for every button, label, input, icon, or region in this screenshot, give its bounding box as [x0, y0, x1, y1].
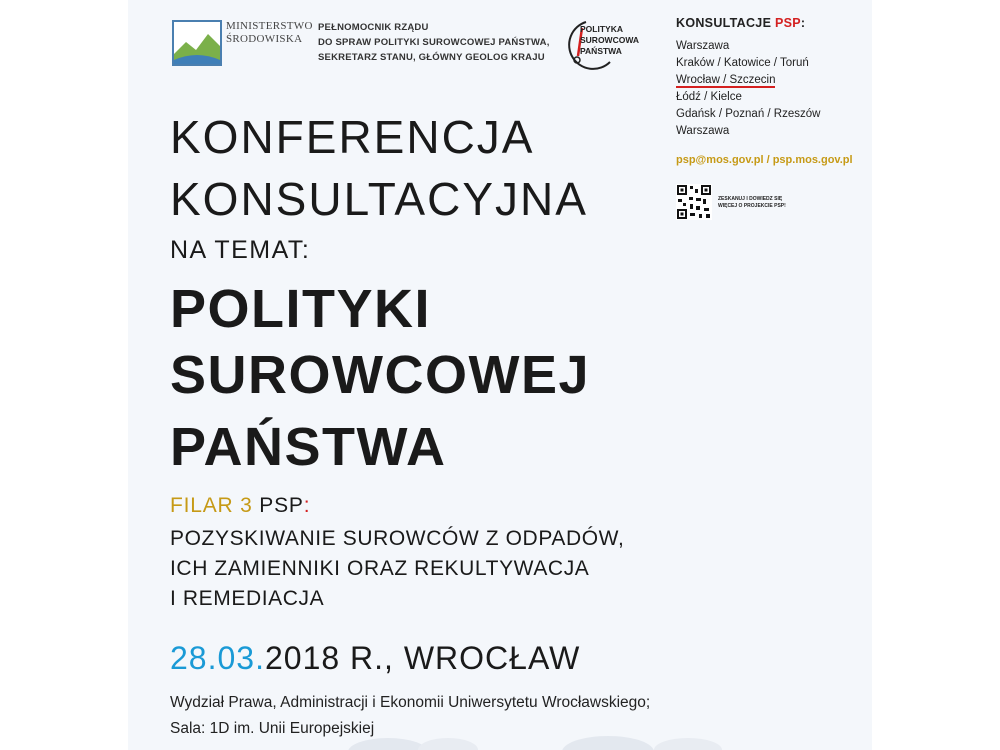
website-link[interactable]: psp.mos.gov.pl: [772, 154, 853, 166]
title-subheading: NA TEMAT:: [170, 236, 311, 264]
psp-logo-text: [580, 24, 639, 57]
pillar-number: FILAR 3: [170, 494, 253, 517]
city-line-current-text: Wrocław / Szczecin: [676, 74, 776, 86]
pillar-colon: :: [303, 494, 311, 517]
poster: [128, 0, 872, 750]
qr-caption: ZESKANUJ I DOWIEDZ SIĘ WIĘCEJ O PROJEKCIE PSP!: [718, 196, 786, 209]
room-line: Sala: 1D im. Unii Europejskiej: [170, 720, 375, 737]
event-date-rest: 2018 R., WROCŁAW: [264, 640, 581, 676]
consultation-cities: [676, 38, 820, 140]
plenipotentiary-line3: SEKRETARZ STANU, GŁÓWNY GEOLOG KRAJU: [318, 52, 545, 63]
ministry-logo-icon: [172, 20, 222, 66]
plenipotentiary-line1: PEŁNOMOCNIK RZĄDU: [318, 22, 429, 33]
pillar-line: ICH ZAMIENNIKI ORAZ REKULTYWACJA: [170, 557, 590, 580]
title-bold-line3: PAŃSTWA: [170, 417, 447, 477]
cloud-decoration-icon: [128, 700, 872, 750]
psp-logo-line1: POLITYKA: [580, 24, 623, 34]
qr-code-icon[interactable]: [676, 184, 712, 220]
ministry-name-line1: MINISTERSTWO: [226, 20, 313, 32]
consultations-title-end: :: [800, 16, 806, 30]
event-date: [170, 640, 580, 677]
psp-logo-line3: PAŃSTWA: [580, 46, 622, 56]
psp-logo-line2: SUROWCOWA: [580, 35, 640, 45]
pillar-description: [170, 524, 624, 614]
city-line: Łódź / Kielce: [676, 91, 742, 103]
plenipotentiary-text: [318, 20, 550, 65]
consultations-title: [676, 16, 805, 30]
contacts-separator: /: [763, 154, 773, 166]
email-link[interactable]: psp@mos.gov.pl: [676, 154, 764, 166]
title-line2: KONSULTACYJNA: [170, 173, 588, 225]
contacts: [676, 154, 853, 166]
pillar-line: POZYSKIWANIE SUROWCÓW Z ODPADÓW,: [170, 527, 625, 550]
title-bold-line2: SUROWCOWEJ: [170, 345, 590, 405]
ministry-name-line2: ŚRODOWISKA: [226, 33, 303, 45]
city-line: Gdańsk / Poznań / Rzeszów: [676, 108, 821, 120]
ministry-name: [226, 20, 313, 46]
pillar-heading: [170, 494, 310, 518]
pillar-psp: PSP: [252, 494, 304, 517]
plenipotentiary-line2: DO SPRAW POLITYKI SUROWCOWEJ PAŃSTWA,: [318, 37, 550, 48]
venue-line: Wydział Prawa, Administracji i Ekonomii Uniwersytetu Wrocławskiego;: [170, 694, 651, 711]
title-bold-line1: POLITYKI: [170, 279, 432, 339]
city-line: Warszawa: [676, 125, 730, 137]
consultations-title-accent: PSP: [774, 16, 801, 30]
city-line: Kraków / Katowice / Toruń: [676, 57, 809, 69]
title-line1: KONFERENCJA: [170, 111, 535, 163]
consultations-title-main: KONSULTACJE: [676, 16, 775, 30]
event-date-day: 28.03.: [170, 640, 265, 676]
city-line-current: [676, 72, 820, 89]
city-line: Warszawa: [676, 40, 730, 52]
pillar-line: I REMEDIACJA: [170, 587, 325, 610]
